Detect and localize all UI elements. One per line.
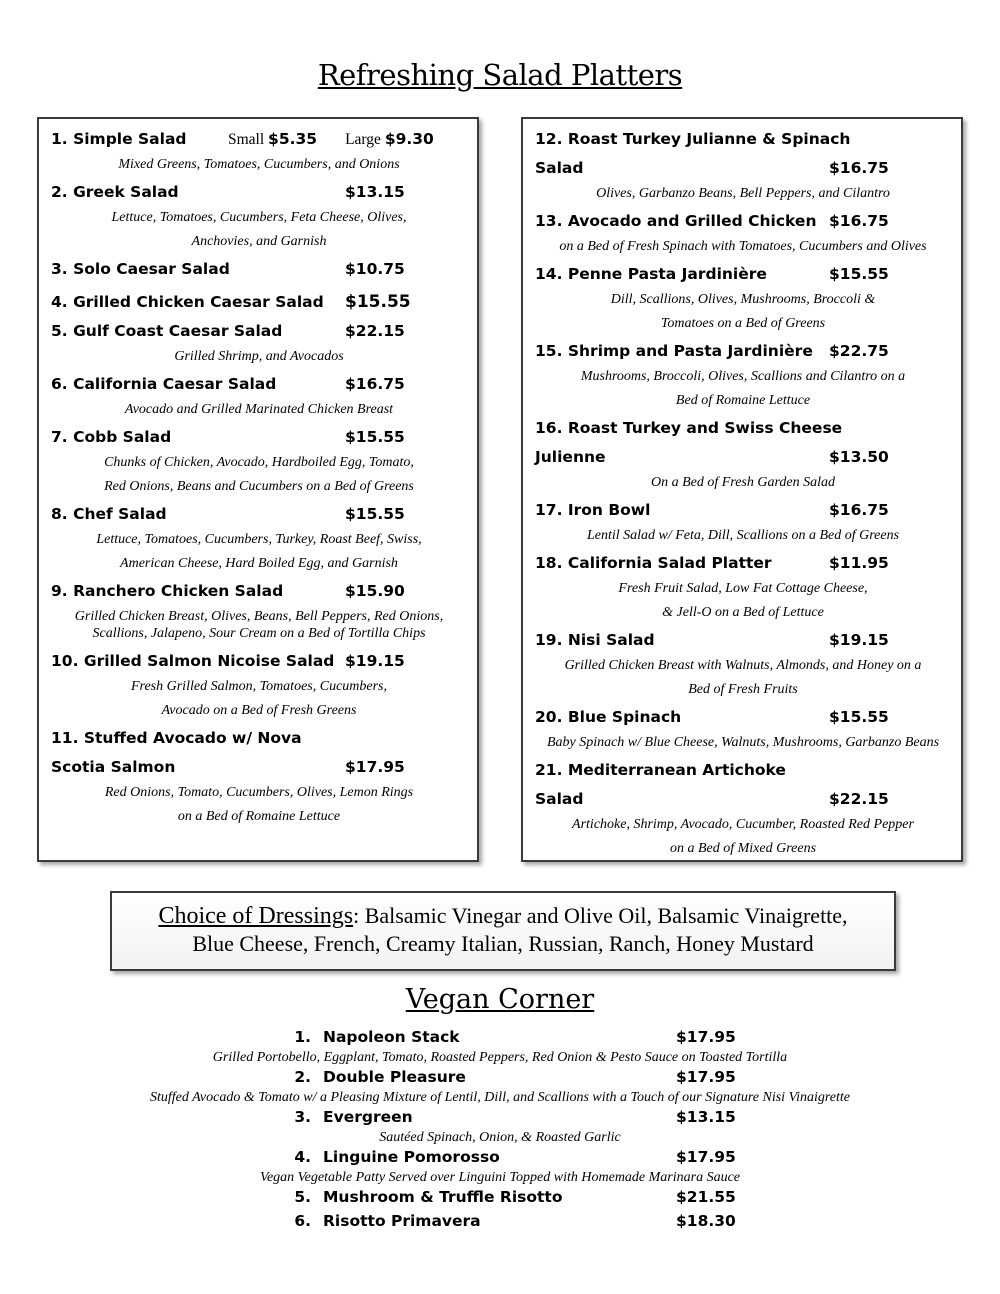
item-price: $16.75 xyxy=(829,212,889,230)
item-description: Grilled Portobello, Eggplant, Tomato, Roasted Peppers, Red Onion & Pesto Sauce on Toasted Tortilla xyxy=(212,1050,788,1065)
menu-item-chef-salad xyxy=(51,500,467,576)
item-price: $10.75 xyxy=(345,260,405,278)
menu-item-solo-caesar xyxy=(51,255,467,284)
item-name: 8. Chef Salad xyxy=(51,505,167,523)
item-name: 1. Simple Salad xyxy=(51,130,187,148)
item-description: Dill, Scallions, Olives, Mushrooms, Broccoli & Tomatoes on a Bed of Greens xyxy=(610,292,876,331)
item-name: 7. Cobb Salad xyxy=(51,428,172,446)
item-description: Baby Spinach w/ Blue Cheese, Walnuts, Mushrooms, Garbanzo Beans xyxy=(546,735,940,750)
menu-item-grilled-chicken-caesar xyxy=(51,288,467,317)
menu-item-blue-spinach xyxy=(535,703,951,755)
menu-item-simple-salad xyxy=(51,125,467,177)
item-description: Mixed Greens, Tomatoes, Cucumbers, and Onions xyxy=(118,157,400,172)
item-name: 2. Greek Salad xyxy=(51,183,179,201)
item-price: $13.50 xyxy=(829,448,889,466)
item-price: $13.15 xyxy=(676,1108,736,1126)
salad-list-left xyxy=(37,117,479,862)
dressings-label: Choice of Dressings xyxy=(158,903,354,929)
large-label: Large xyxy=(345,131,381,148)
item-name: 14. Penne Pasta Jardinière xyxy=(535,265,767,283)
item-name: Salad xyxy=(535,159,584,177)
menu-item-grilled-salmon-nicoise xyxy=(51,647,467,723)
item-price: $16.75 xyxy=(829,159,889,177)
item-name: Risotto Primavera xyxy=(323,1212,481,1230)
item-description: Stuffed Avocado & Tomato w/ a Pleasing Mixture of Lentil, Dill, and Scallions with a Touch of our Signature Nisi Vinaigrette xyxy=(150,1090,850,1105)
vegan-item xyxy=(0,1147,1000,1168)
vegan-item xyxy=(0,1187,1000,1208)
large-price: $9.30 xyxy=(384,130,434,148)
menu-item-roast-turkey-julianne xyxy=(535,125,951,206)
item-description: Lettuce, Tomatoes, Cucumbers, Turkey, Roast Beef, Swiss, American Cheese, Hard Boiled Egg, and Garnish xyxy=(96,532,422,571)
item-price: $15.55 xyxy=(829,265,889,283)
menu-item-gulf-coast-caesar xyxy=(51,317,467,369)
vegan-item xyxy=(0,1211,1000,1232)
item-description: Fresh Fruit Salad, Low Fat Cottage Cheese, & Jell-O on a Bed of Lettuce xyxy=(618,581,868,620)
item-price: $13.15 xyxy=(345,183,405,201)
item-description: Grilled Chicken Breast, Olives, Beans, Bell Peppers, Red Onions, Scallions, Jalapeno, Sour Cream on a Bed of Tortilla Chips xyxy=(74,609,444,641)
item-name: Linguine Pomorosso xyxy=(323,1148,500,1166)
item-description: Mushrooms, Broccoli, Olives, Scallions and Cilantro on a Bed of Romaine Lettuce xyxy=(580,369,906,408)
item-name: 5. Gulf Coast Caesar Salad xyxy=(51,322,283,340)
item-name: Double Pleasure xyxy=(323,1068,466,1086)
item-description: on a Bed of Fresh Spinach with Tomatoes, Cucumbers and Olives xyxy=(559,239,927,254)
item-price: $18.30 xyxy=(676,1212,736,1230)
item-price: $17.95 xyxy=(676,1148,736,1166)
item-description: Grilled Chicken Breast with Walnuts, Almonds, and Honey on a Bed of Fresh Fruits xyxy=(564,658,922,697)
item-name: 13. Avocado and Grilled Chicken xyxy=(535,212,817,230)
vegan-list xyxy=(0,1027,1000,1232)
item-number: 2. xyxy=(294,1068,311,1086)
item-price: $21.55 xyxy=(676,1188,736,1206)
item-number: 3. xyxy=(294,1108,311,1126)
item-price: $22.15 xyxy=(345,322,405,340)
menu-item-california-platter xyxy=(535,549,951,625)
item-number: 5. xyxy=(294,1188,311,1206)
item-name: 9. Ranchero Chicken Salad xyxy=(51,582,284,600)
item-description: Sautéed Spinach, Onion, & Roasted Garlic xyxy=(379,1130,621,1145)
menu-item-penne-pasta xyxy=(535,260,951,336)
item-price: $19.15 xyxy=(345,652,405,670)
vegan-item xyxy=(0,1067,1000,1088)
item-description: Avocado and Grilled Marinated Chicken Breast xyxy=(124,402,394,417)
item-name: 19. Nisi Salad xyxy=(535,631,655,649)
menu-item-nisi-salad xyxy=(535,626,951,702)
size-prices xyxy=(228,125,434,154)
vegan-item xyxy=(0,1027,1000,1048)
item-name: Napoleon Stack xyxy=(323,1028,460,1046)
item-name-line1: 21. Mediterranean Artichoke xyxy=(535,761,786,779)
menu-item-cobb-salad xyxy=(51,423,467,499)
item-description: Chunks of Chicken, Avocado, Hardboiled Egg, Tomato, Red Onions, Beans and Cucumbers on a Bed of Greens xyxy=(104,455,414,494)
item-number: 6. xyxy=(294,1212,311,1230)
small-price: $5.35 xyxy=(268,130,318,148)
item-name: Evergreen xyxy=(323,1108,413,1126)
dressings-line1: : Balsamic Vinegar and Olive Oil, Balsamic Vinaigrette, xyxy=(353,903,848,928)
item-price: $15.55 xyxy=(345,428,405,446)
item-name: 10. Grilled Salmon Nicoise Salad xyxy=(51,652,335,670)
item-number: 1. xyxy=(294,1028,311,1046)
vegan-item xyxy=(0,1107,1000,1128)
item-price: $22.75 xyxy=(829,342,889,360)
menu-item-california-caesar xyxy=(51,370,467,422)
menu-item-shrimp-pasta xyxy=(535,337,951,413)
item-price: $17.95 xyxy=(676,1028,736,1046)
item-price: $15.55 xyxy=(829,708,889,726)
item-name-line1: 16. Roast Turkey and Swiss Cheese xyxy=(535,419,843,437)
item-price: $17.95 xyxy=(345,758,405,776)
item-name: 17. Iron Bowl xyxy=(535,501,651,519)
item-name: 6. California Caesar Salad xyxy=(51,375,277,393)
menu-item-stuffed-avocado xyxy=(51,724,467,829)
item-price: $22.15 xyxy=(829,790,889,808)
item-description: Grilled Shrimp, and Avocados xyxy=(174,349,344,364)
item-price: $11.95 xyxy=(829,554,889,572)
item-price: $15.55 xyxy=(345,505,405,523)
menu-item-iron-bowl xyxy=(535,496,951,548)
item-price: $17.95 xyxy=(676,1068,736,1086)
item-price: $16.75 xyxy=(829,501,889,519)
dressings-box xyxy=(110,891,896,971)
item-description: Fresh Grilled Salmon, Tomatoes, Cucumbers, Avocado on a Bed of Fresh Greens xyxy=(130,679,388,718)
vegan-title: Vegan Corner xyxy=(405,984,595,1015)
item-name: 15. Shrimp and Pasta Jardinière xyxy=(535,342,813,360)
item-name: 20. Blue Spinach xyxy=(535,708,682,726)
item-name-line1: 11. Stuffed Avocado w/ Nova xyxy=(51,729,302,747)
item-number: 4. xyxy=(294,1148,311,1166)
item-description: Lentil Salad w/ Feta, Dill, Scallions on a Bed of Greens xyxy=(586,528,900,543)
item-name: Salad xyxy=(535,790,584,808)
item-price: $15.55 xyxy=(345,292,411,312)
menu-item-mediterranean-artichoke xyxy=(535,756,951,861)
item-name: 18. California Salad Platter xyxy=(535,554,772,572)
salad-list-right xyxy=(521,117,963,862)
item-description: Olives, Garbanzo Beans, Bell Peppers, and Cilantro xyxy=(596,186,890,201)
item-description: On a Bed of Fresh Garden Salad xyxy=(650,475,836,490)
menu-item-ranchero-chicken xyxy=(51,577,467,646)
item-name: Julienne xyxy=(535,448,606,466)
menu-item-greek-salad xyxy=(51,178,467,254)
item-name: Scotia Salmon xyxy=(51,758,176,776)
item-name: 4. Grilled Chicken Caesar Salad xyxy=(51,293,324,311)
item-price: $15.90 xyxy=(345,582,405,600)
menu-item-roast-turkey-swiss xyxy=(535,414,951,495)
item-description: Red Onions, Tomato, Cucumbers, Olives, Lemon Rings on a Bed of Romaine Lettuce xyxy=(104,785,414,824)
item-description: Vegan Vegetable Patty Served over Linguini Topped with Homemade Marinara Sauce xyxy=(259,1170,741,1185)
menu-item-avocado-grilled-chicken xyxy=(535,207,951,259)
item-price: $19.15 xyxy=(829,631,889,649)
small-label: Small xyxy=(228,131,265,148)
item-name: Mushroom & Truffle Risotto xyxy=(323,1188,563,1206)
dressings-line2: Blue Cheese, French, Creamy Italian, Russian, Ranch, Honey Mustard xyxy=(192,931,814,956)
item-name: 3. Solo Caesar Salad xyxy=(51,260,230,278)
page-title: Refreshing Salad Platters xyxy=(317,58,683,92)
item-description: Lettuce, Tomatoes, Cucumbers, Feta Cheese, Olives, Anchovies, and Garnish xyxy=(111,210,407,249)
item-description: Artichoke, Shrimp, Avocado, Cucumber, Roasted Red Pepper on a Bed of Mixed Greens xyxy=(572,817,914,856)
item-name-line1: 12. Roast Turkey Julianne & Spinach xyxy=(535,130,851,148)
item-price: $16.75 xyxy=(345,375,405,393)
